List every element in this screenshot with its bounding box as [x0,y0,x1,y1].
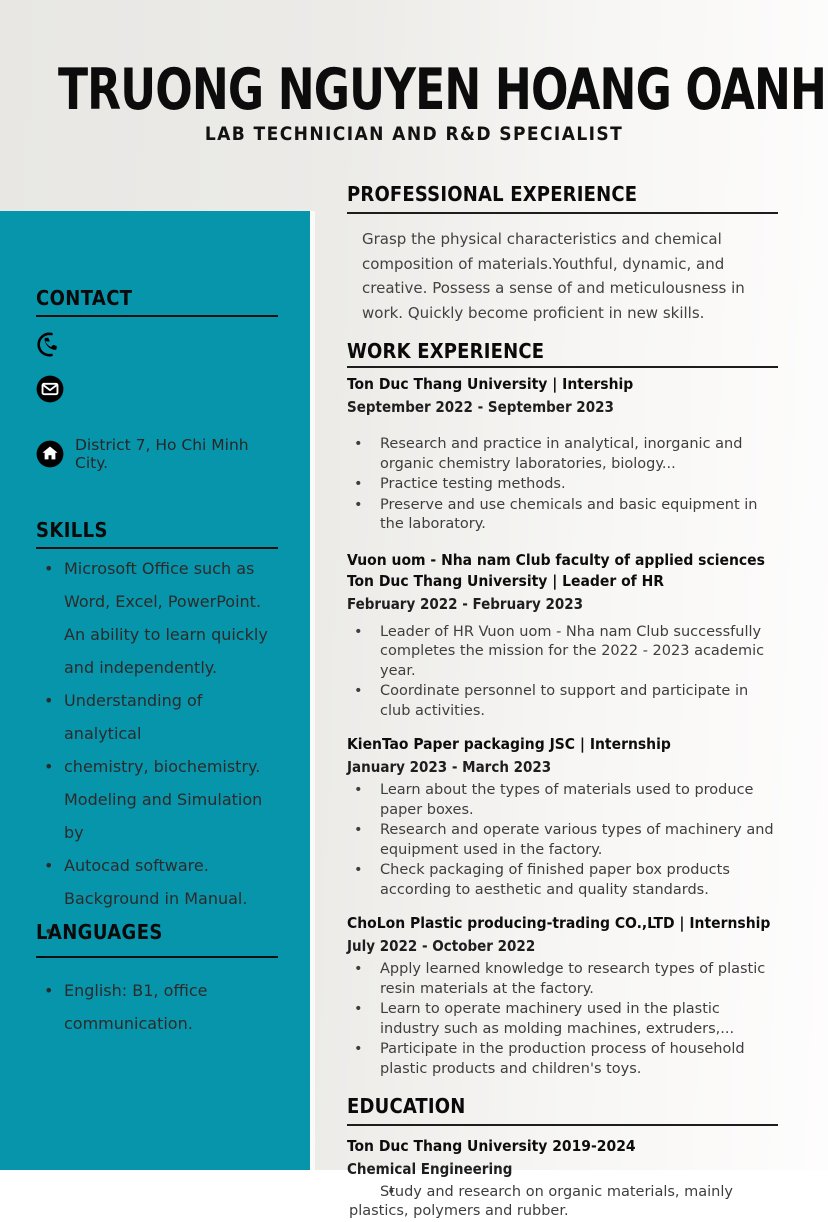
skill-item: • Autocad software. Background in Manual. [36,849,284,915]
job-bullet-list [347,435,778,535]
skill-item: • chemistry, biochemistry. Modeling and Simulation by [36,750,284,849]
job-bullet: • Coordinate personnel to support and participate in club activities. [347,682,778,721]
job-bullet-list [347,960,778,1079]
job-bullet: • Practice testing methods. [347,475,778,495]
education-section [347,1095,778,1221]
languages-section [36,921,284,1040]
job-title: ChoLon Plastic producing-trading CO.,LTD | Internship [347,914,771,933]
skill-item: • Microsoft Office such as Word, Excel, PowerPoint. An ability to learn quickly and independently. [36,552,284,684]
work-experience-heading: WORK EXPERIENCE [347,340,778,368]
education-bullet: • Study and research on organic materials, mainly plastics, polymers and rubber. [347,1183,778,1222]
job-entry [347,550,778,721]
languages-heading: LANGUAGES [36,921,278,958]
job-bullet: • Learn to operate machinery used in the plastic industry such as molding machines, extruders,... [347,1000,778,1039]
address-value: District 7, Ho Chi Minh City. [75,436,249,472]
sidebar [0,211,310,1170]
email-icon [36,375,64,403]
job-entry [347,734,778,900]
education-heading: EDUCATION [347,1095,778,1126]
phone-icon [36,331,63,358]
job-bullet: • Apply learned knowledge to research types of plastic resin materials at the factory. [347,960,778,999]
job-bullet: • Check packaging of finished paper box products according to aesthetic and quality standards. [347,861,778,900]
contact-section [36,287,284,472]
job-bullet: • Leader of HR Vuon uom - Nha nam Club successfully completes the mission for the 2022 - 2023 academic year. [347,623,778,682]
job-title: Vuon uom - Nha nam Club faculty of applied sciences [347,550,765,569]
skill-item: • Understanding of analytical [36,684,284,750]
contact-heading: CONTACT [36,287,278,317]
professional-experience-section [347,183,778,325]
job-title: KienTao Paper packaging JSC | Internship [347,735,671,754]
job-bullet-list [347,623,778,722]
education-degree: Chemical Engineering [347,1160,513,1179]
person-job-title: LAB TECHNICIAN AND R&D SPECIALIST [204,123,624,145]
job-dates: February 2022 - February 2023 [347,595,584,614]
professional-summary: Grasp the physical characteristics and chemical composition of materials.Youthful, dynamic, and creative. Possess a sense of and meticulousness in work. Quickly become proficient in new skills. [362,230,745,322]
main-column [347,183,778,1222]
job-dates: September 2022 - September 2023 [347,397,614,416]
job-bullet-list [347,781,778,900]
job-bullet: • Learn about the types of materials used to produce paper boxes. [347,781,778,820]
job-subtitle: Ton Duc Thang University | Leader of HR [347,572,664,591]
education-school: Ton Duc Thang University 2019-2024 [347,1137,636,1156]
work-experience-section [347,340,778,1079]
skills-heading: SKILLS [36,519,278,549]
job-dates: July 2022 - October 2022 [347,936,536,955]
education-bullet-list [347,1183,778,1222]
contact-row-phone [36,330,284,358]
job-title: Ton Duc Thang University | Intership [347,375,634,393]
contact-row-email [36,375,284,403]
language-item: • English: B1, office communication. [36,974,284,1040]
person-name: TRUONG NGUYEN HOANG OANH [57,57,827,123]
job-bullet: • Research and operate various types of machinery and equipment used in the factory. [347,821,778,860]
skills-list [36,552,284,915]
professional-experience-heading: PROFESSIONAL EXPERIENCE [347,183,778,214]
contact-row-address [36,436,284,472]
job-dates: January 2023 - March 2023 [347,757,552,776]
job-bullet: • Research and practice in analytical, inorganic and organic chemistry laboratories, biology... [347,435,778,474]
job-bullet: • Preserve and use chemicals and basic equipment in the laboratory. [347,496,778,535]
languages-list [36,974,284,1040]
skills-section [36,519,284,915]
job-bullet: • Participate in the production process of household plastic products and children's toys. [347,1040,778,1079]
job-entry [347,374,778,535]
home-icon [36,440,64,468]
job-entry [347,913,778,1079]
